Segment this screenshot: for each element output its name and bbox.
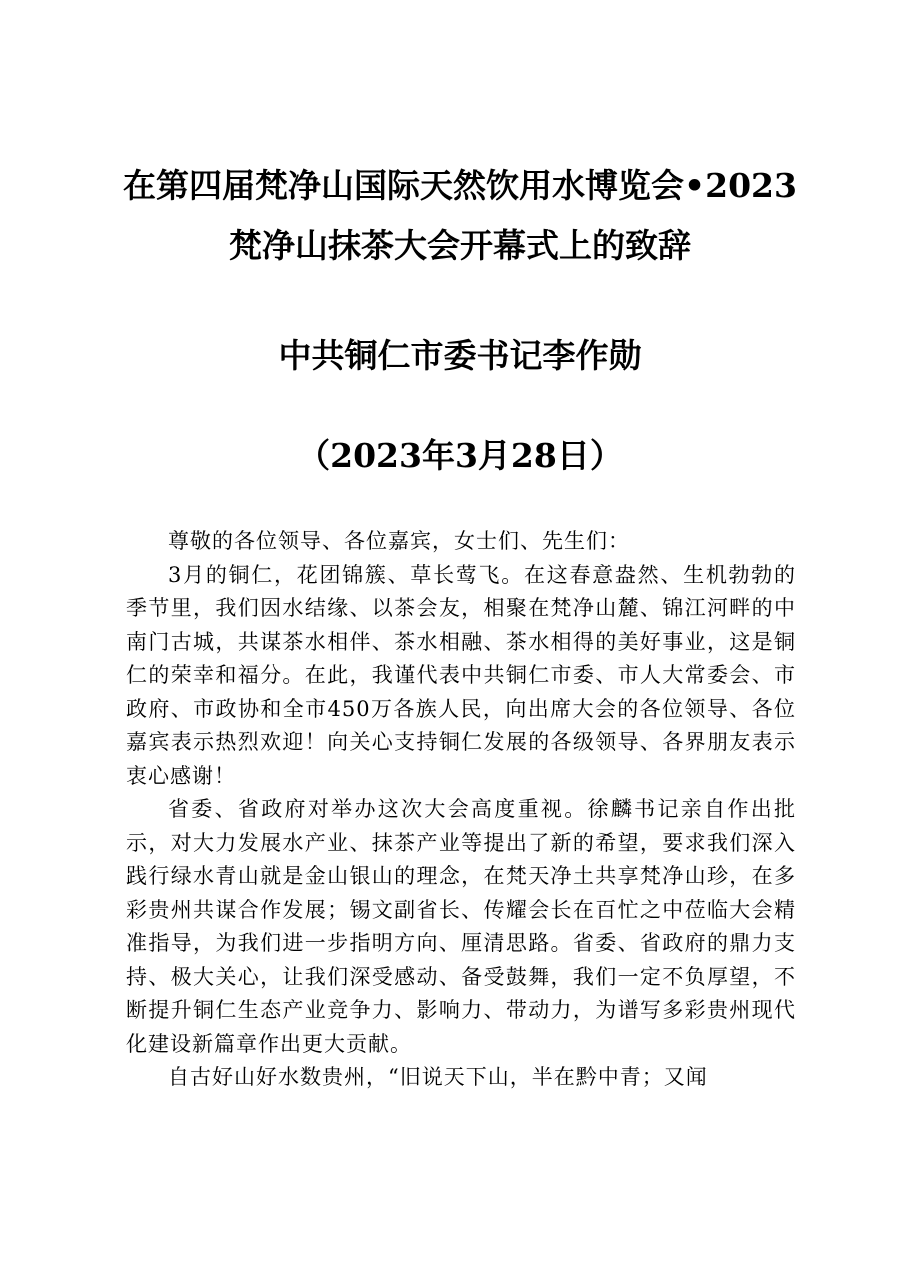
paragraph-salutation: 尊敬的各位领导、各位嘉宾，女士们、先生们： [168, 529, 630, 553]
speech-author: 中共铜仁市委书记李作勋 [278, 336, 642, 375]
document-title-line-1: 在第四届梵净山国际天然饮用水博览会•2023 [123, 166, 797, 205]
paragraph-2: 省委、省政府对举办这次大会高度重视。徐麟书记亲自作出批示，对大力发展水产业、抹茶产业等提出了新的希望，要求我们深入践行绿水青山就是金山银山的理念，在梵天净土共享梵净山珍，在多彩贵州共谋合作发展；锡文副省长、传耀会长在百忙之中莅临大会精准指导，为我们进一步指明方向、厘清思路。省委、省政府的鼎力支持、极大关心，让我们深受感动、备受鼓舞，我们一定不负厚望，不断提升铜仁生态产业竞争力、影响力、带动力，为谱写多彩贵州现代化建设新篇章作出更大贡献。 [126, 797, 796, 1056]
paragraph-3: 自古好山好水数贵州，“旧说天下山，半在黔中青；又闻 [168, 1065, 708, 1089]
speech-body [126, 525, 796, 1095]
document-title-line-2: 梵净山抹茶大会开幕式上的致辞 [229, 226, 691, 265]
paragraph-1: 3月的铜仁，花团锦簇、草长莺飞。在这春意盎然、生机勃勃的季节里，我们因水结缘、以茶会友，相聚在梵净山麓、锦江河畔的中南门古城，共谋茶水相伴、茶水相融、茶水相得的美好事业，这是铜仁的荣幸和福分。在此，我谨代表中共铜仁市委、市人大常委会、市政府、市政协和全市450万各族人民，向出席大会的各位领导、各位嘉宾表示热烈欢迎！向关心支持铜仁发展的各级领导、各界朋友表示衷心感谢！ [126, 562, 796, 788]
speech-date: （2023年3月28日） [297, 436, 623, 475]
